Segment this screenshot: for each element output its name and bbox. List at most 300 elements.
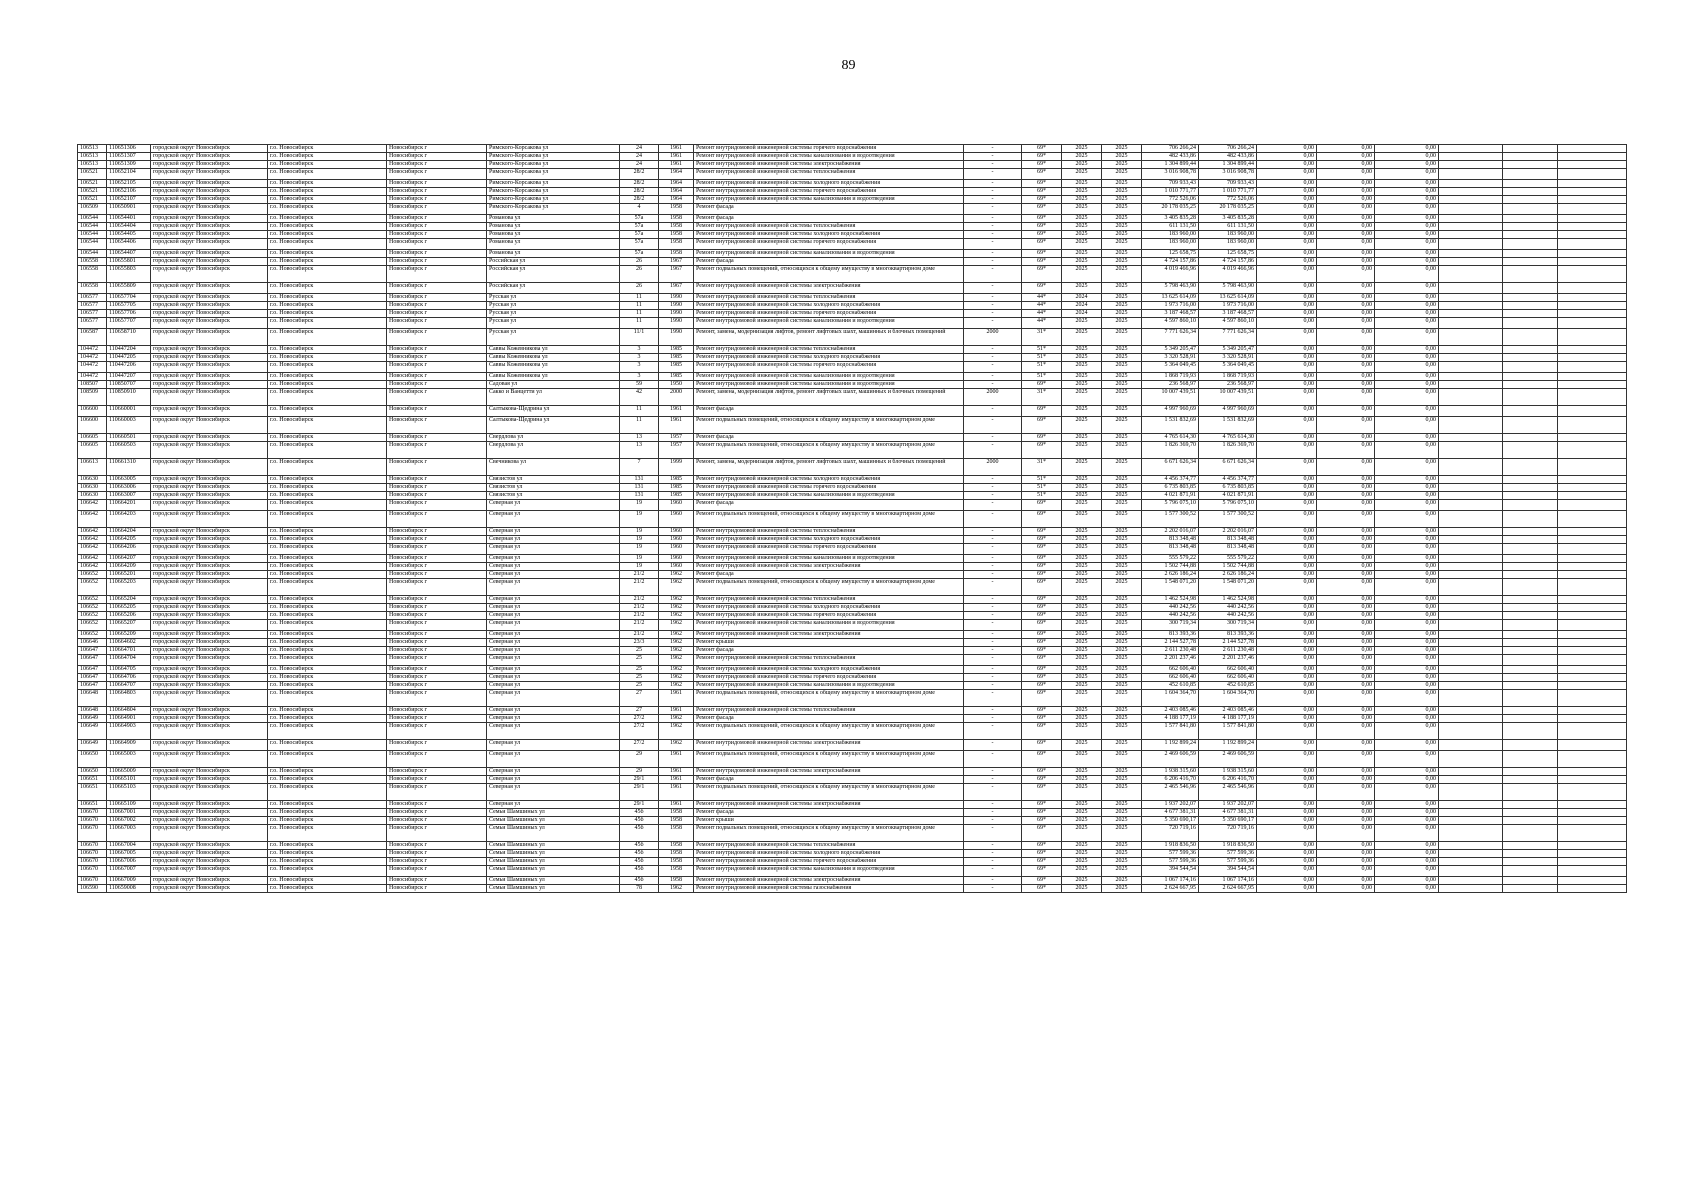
table-cell: 110654401 [107,215,151,223]
table-cell: 110667003 [107,825,151,842]
table-cell: 0,00 [1317,751,1375,768]
table-cell: - [964,563,1022,571]
table-cell: 104472 [78,354,107,362]
table-cell [1558,500,1627,511]
table-cell: 1967 [659,283,694,294]
table-cell: 57а [620,223,659,231]
table-cell: 2025 [1062,215,1102,223]
table-cell: 69* [1022,511,1062,528]
table-cell: 45б [620,842,659,850]
table-cell: 106649 [78,723,107,740]
table-cell: 0,00 [1317,511,1375,528]
table-cell: - [964,169,1022,180]
table-cell: 482 433,86 [1142,153,1199,161]
table-cell [1503,161,1558,169]
table-cell: 1 531 832,69 [1142,417,1199,434]
table-cell: 106513 [78,153,107,161]
table-cell: 44* [1022,294,1062,302]
table-cell: 69* [1022,571,1062,579]
table-cell: 2025 [1102,215,1142,223]
table-cell [1503,169,1558,180]
table-cell: 0,00 [1317,161,1375,169]
table-cell: 106600 [78,406,107,417]
table-cell: 0,00 [1375,690,1439,707]
table-cell: 1957 [659,442,694,459]
table-cell: 0,00 [1375,666,1439,674]
table-cell: 2025 [1062,544,1102,555]
table-cell: 3 [620,346,659,354]
table-cell: 2025 [1062,406,1102,417]
table-row [78,153,1627,161]
table-cell: 0,00 [1257,631,1317,639]
table-cell: - [964,850,1022,858]
table-cell [1503,682,1558,690]
table-cell: 4 677 381,31 [1142,809,1199,817]
table-cell: г.о. Новосибирск [268,511,387,528]
table-cell: Северная ул [487,500,620,511]
table-cell: городской округ Новосибирск [151,579,268,596]
table-cell [1439,492,1503,500]
table-cell: - [964,885,1022,893]
table-cell: - [964,294,1022,302]
table-cell: 2025 [1102,381,1142,389]
table-cell: 0,00 [1375,500,1439,511]
table-cell: 110663007 [107,492,151,500]
table-cell: 2025 [1102,784,1142,801]
table-cell: 0,00 [1317,817,1375,825]
table-cell: 106649 [78,740,107,751]
table-row [78,682,1627,690]
table-cell: Северная ул [487,768,620,776]
table-cell: городской округ Новосибирск [151,866,268,877]
table-cell [1439,885,1503,893]
table-cell: 4 019 466,96 [1199,266,1257,283]
table-cell: 106642 [78,536,107,544]
table-cell: 1961 [659,784,694,801]
table-cell: г.о. Новосибирск [268,258,387,266]
table-cell: Новосибирск г [387,768,487,776]
table-cell: 0,00 [1375,751,1439,768]
table-cell: Семьи Шамшиных ул [487,817,620,825]
table-cell: 110652107 [107,196,151,204]
table-cell: 1962 [659,682,694,690]
table-cell: 2025 [1102,283,1142,294]
table-cell: 1961 [659,417,694,434]
table-cell: 69* [1022,850,1062,858]
table-cell: 2025 [1062,362,1102,373]
table-cell [1439,776,1503,784]
table-cell: 0,00 [1257,329,1317,346]
table-cell: 110652106 [107,188,151,196]
table-cell: 0,00 [1317,476,1375,484]
table-cell: 42 [620,389,659,406]
table-cell: г.о. Новосибирск [268,563,387,571]
table-cell: городской округ Новосибирск [151,639,268,647]
table-row [78,877,1627,885]
table-cell: 1958 [659,850,694,858]
table-cell: - [964,682,1022,690]
table-cell: 0,00 [1375,329,1439,346]
table-cell: 1 604 364,70 [1199,690,1257,707]
table-row [78,715,1627,723]
table-cell: 300 719,34 [1142,620,1199,631]
table-cell: 0,00 [1375,169,1439,180]
table-cell: 13 [620,442,659,459]
table-cell: 110665204 [107,596,151,604]
table-cell: 2025 [1062,500,1102,511]
table-cell [1558,145,1627,153]
table-cell: 1 973 716,00 [1142,302,1199,310]
table-cell: 0,00 [1257,381,1317,389]
table-cell: 21/2 [620,571,659,579]
table-cell: Северная ул [487,571,620,579]
table-cell: 1 918 836,50 [1199,842,1257,850]
table-cell: 0,00 [1317,740,1375,751]
table-cell: 2 465 546,96 [1142,784,1199,801]
table-cell: городской округ Новосибирск [151,283,268,294]
table-cell: 2025 [1062,153,1102,161]
table-cell: 106642 [78,555,107,563]
table-cell: 3 016 908,78 [1142,169,1199,180]
table-cell: 106577 [78,302,107,310]
table-cell: 1961 [659,161,694,169]
table-cell: 21/2 [620,596,659,604]
table-cell: Новосибирск г [387,266,487,283]
table-cell [1503,250,1558,258]
table-cell: 69* [1022,555,1062,563]
table-cell: 1 937 202,07 [1142,801,1199,809]
table-cell [1558,283,1627,294]
table-cell: 2025 [1062,751,1102,768]
table-cell: Ремонт внутридомовой инженерной системы холодного водоснабжения [694,536,964,544]
table-cell: 0,00 [1375,536,1439,544]
table-cell: Новосибирск г [387,476,487,484]
table-cell: 110663006 [107,484,151,492]
table-cell: 0,00 [1257,484,1317,492]
table-cell: 2025 [1062,723,1102,740]
table-cell: 110665103 [107,784,151,801]
table-cell: Ремонт внутридомовой инженерной системы холодного водоснабжения [694,476,964,484]
table-cell: 25 [620,647,659,655]
table-cell: городской округ Новосибирск [151,434,268,442]
table-cell: 2025 [1102,239,1142,250]
table-cell: 1962 [659,612,694,620]
table-cell: городской округ Новосибирск [151,442,268,459]
table-cell: городской округ Новосибирск [151,500,268,511]
table-cell: - [964,492,1022,500]
table-cell: 2025 [1102,362,1142,373]
table-cell: городской округ Новосибирск [151,655,268,666]
table-cell: городской округ Новосибирск [151,389,268,406]
table-cell [1439,434,1503,442]
table-cell: 110447205 [107,354,151,362]
table-row [78,647,1627,655]
table-cell: 69* [1022,604,1062,612]
table-cell: 69* [1022,740,1062,751]
table-cell: 2025 [1102,842,1142,850]
table-cell: Северная ул [487,536,620,544]
table-cell: 2025 [1102,850,1142,858]
table-cell: - [964,571,1022,579]
table-cell: 110665205 [107,604,151,612]
table-cell: 2 144 527,78 [1199,639,1257,647]
table-cell [1439,169,1503,180]
table-cell: 110654405 [107,231,151,239]
table-cell: г.о. Новосибирск [268,858,387,866]
table-cell: 0,00 [1317,850,1375,858]
table-cell: 1961 [659,801,694,809]
table-cell [1439,715,1503,723]
table-cell [1503,563,1558,571]
table-cell: 452 610,85 [1199,682,1257,690]
table-cell: Связистов ул [487,476,620,484]
table-cell: 106648 [78,707,107,715]
table-cell [1439,153,1503,161]
table-cell: 29/1 [620,784,659,801]
table-cell: 19 [620,536,659,544]
table-cell [1439,768,1503,776]
table-cell: 0,00 [1257,223,1317,231]
table-cell: 706 266,24 [1142,145,1199,153]
table-cell: 44* [1022,318,1062,329]
table-cell: 110660001 [107,406,151,417]
table-cell: Ремонт внутридомовой инженерной системы горячего водоснабжения [694,188,964,196]
table-cell: Ремонт внутридомовой инженерной системы канализования и водоотведения [694,866,964,877]
table-cell: 106670 [78,877,107,885]
table-cell: 0,00 [1257,310,1317,318]
table-cell: 0,00 [1317,500,1375,511]
table-cell: 110657707 [107,318,151,329]
table-cell: 0,00 [1317,866,1375,877]
table-cell: 110667004 [107,842,151,850]
table-cell: 1 462 524,98 [1142,596,1199,604]
table-cell: 0,00 [1317,809,1375,817]
table-cell: 11/1 [620,329,659,346]
table-cell: 0,00 [1375,682,1439,690]
table-cell: 0,00 [1257,188,1317,196]
table-cell [1558,740,1627,751]
table-cell: Ремонт внутридомовой инженерной системы горячего водоснабжения [694,310,964,318]
table-row [78,188,1627,196]
table-cell: 2025 [1062,563,1102,571]
table-cell: 2025 [1062,161,1102,169]
table-cell: 1967 [659,266,694,283]
table-cell [1439,283,1503,294]
table-cell: Салтыкова-Щедрина ул [487,417,620,434]
table-cell: Новосибирск г [387,434,487,442]
table-cell: Ремонт внутридомовой инженерной системы канализования и водоотведения [694,555,964,563]
table-cell: 2025 [1062,842,1102,850]
table-cell: 45б [620,858,659,866]
table-cell: 0,00 [1257,362,1317,373]
table-cell: 0,00 [1257,294,1317,302]
table-cell: 51* [1022,362,1062,373]
table-cell: 44* [1022,302,1062,310]
table-cell: Новосибирск г [387,715,487,723]
table-cell: 2025 [1062,442,1102,459]
table-cell [1558,536,1627,544]
table-cell: Новосибирск г [387,354,487,362]
table-row [78,784,1627,801]
table-cell: 106652 [78,604,107,612]
table-cell: 110447206 [107,362,151,373]
table-cell [1439,354,1503,362]
table-cell: 2025 [1062,329,1102,346]
table-cell: 1961 [659,145,694,153]
table-cell: городской округ Новосибирск [151,161,268,169]
table-cell: Семьи Шамшиных ул [487,885,620,893]
table-cell: Новосибирск г [387,389,487,406]
table-cell: 106630 [78,484,107,492]
table-cell: Новосибирск г [387,492,487,500]
table-cell: г.о. Новосибирск [268,373,387,381]
table-cell: - [964,877,1022,885]
table-cell: 2025 [1062,389,1102,406]
table-cell: 0,00 [1317,544,1375,555]
table-cell: 2 465 546,96 [1199,784,1257,801]
table-cell: 1962 [659,674,694,682]
table-cell: Новосибирск г [387,817,487,825]
table-cell: городской округ Новосибирск [151,809,268,817]
table-cell: 106642 [78,528,107,536]
table-cell: г.о. Новосибирск [268,740,387,751]
table-cell: - [964,442,1022,459]
table-cell: 813 348,48 [1199,544,1257,555]
table-cell: 2025 [1062,866,1102,877]
table-cell: 1 868 719,93 [1142,373,1199,381]
table-cell: 2000 [964,459,1022,476]
table-cell: 0,00 [1375,354,1439,362]
table-cell: Ремонт подвальных помещений, относящихся к общему имуществу в многоквартирном доме [694,784,964,801]
table-cell: 11 [620,417,659,434]
table-cell: 1 973 716,00 [1199,302,1257,310]
table-cell: 6 735 803,85 [1142,484,1199,492]
table-cell: 662 606,40 [1199,666,1257,674]
table-cell: г.о. Новосибирск [268,180,387,188]
table-cell [1439,223,1503,231]
table-cell: 69* [1022,666,1062,674]
table-cell: 2025 [1102,579,1142,596]
table-cell: 2024 [1062,294,1102,302]
table-cell: 110651307 [107,153,151,161]
table-cell [1558,555,1627,563]
table-cell: 106521 [78,188,107,196]
table-cell: 2025 [1102,204,1142,215]
table-cell: Ремонт внутридомовой инженерной системы холодного водоснабжения [694,180,964,188]
table-cell: 131 [620,484,659,492]
table-cell [1503,381,1558,389]
table-cell: 2025 [1062,231,1102,239]
table-cell: 110655803 [107,266,151,283]
table-cell: городской округ Новосибирск [151,620,268,631]
table-cell: г.о. Новосибирск [268,655,387,666]
table-cell: 0,00 [1317,492,1375,500]
table-cell: 0,00 [1375,707,1439,715]
table-cell: городской округ Новосибирск [151,784,268,801]
table-cell: 2025 [1102,751,1142,768]
table-cell [1558,406,1627,417]
table-cell: 0,00 [1375,145,1439,153]
table-row [78,866,1627,877]
table-row [78,740,1627,751]
table-cell: 0,00 [1317,825,1375,842]
table-cell: 24 [620,145,659,153]
table-cell: 6 671 626,34 [1199,459,1257,476]
table-cell: Ремонт внутридомовой инженерной системы газоснабжения [694,885,964,893]
table-cell: г.о. Новосибирск [268,620,387,631]
table-cell: 0,00 [1375,740,1439,751]
table-cell: Новосибирск г [387,690,487,707]
table-cell: 1962 [659,604,694,612]
table-row [78,674,1627,682]
table-cell: 1958 [659,877,694,885]
table-row [78,161,1627,169]
table-cell: 2 201 237,46 [1142,655,1199,666]
table-cell: 1958 [659,250,694,258]
table-cell [1558,571,1627,579]
table-cell: 1 067 174,16 [1142,877,1199,885]
table-cell: 110657706 [107,310,151,318]
table-cell: 2025 [1062,373,1102,381]
table-cell [1503,145,1558,153]
table-cell: 57а [620,250,659,258]
table-cell: г.о. Новосибирск [268,707,387,715]
table-cell: - [964,266,1022,283]
table-cell: 31* [1022,389,1062,406]
table-cell: 0,00 [1375,571,1439,579]
table-cell: 69* [1022,842,1062,850]
table-cell: 0,00 [1375,555,1439,563]
table-cell: 0,00 [1317,842,1375,850]
table-cell [1503,620,1558,631]
table-cell: 0,00 [1317,885,1375,893]
table-cell: Новосибирск г [387,666,487,674]
table-cell [1439,294,1503,302]
table-cell: Северная ул [487,604,620,612]
table-cell: 3 016 908,78 [1199,169,1257,180]
table-cell: 27/2 [620,723,659,740]
table-cell: 2025 [1062,188,1102,196]
table-cell [1439,500,1503,511]
table-cell: 2025 [1062,318,1102,329]
table-row [78,596,1627,604]
table-cell: Новосибирск г [387,346,487,354]
table-cell: г.о. Новосибирск [268,715,387,723]
table-row [78,239,1627,250]
table-cell [1503,500,1558,511]
table-cell [1558,511,1627,528]
table-cell: 236 568,97 [1199,381,1257,389]
table-cell: 2025 [1062,511,1102,528]
table-cell: г.о. Новосибирск [268,442,387,459]
table-cell: 1985 [659,492,694,500]
table-cell: 0,00 [1257,354,1317,362]
table-cell: 0,00 [1375,825,1439,842]
table-cell: 1961 [659,690,694,707]
table-cell: 2025 [1062,204,1102,215]
table-cell [1503,690,1558,707]
table-cell: 69* [1022,180,1062,188]
table-cell: 110655809 [107,283,151,294]
table-cell: 2025 [1102,528,1142,536]
table-cell [1439,476,1503,484]
table-cell: 4 765 614,30 [1199,434,1257,442]
table-cell: 69* [1022,231,1062,239]
table-cell: 2025 [1102,666,1142,674]
table-cell: Ремонт внутридомовой инженерной системы теплоснабжения [694,223,964,231]
table-cell [1439,250,1503,258]
table-cell: 0,00 [1317,389,1375,406]
